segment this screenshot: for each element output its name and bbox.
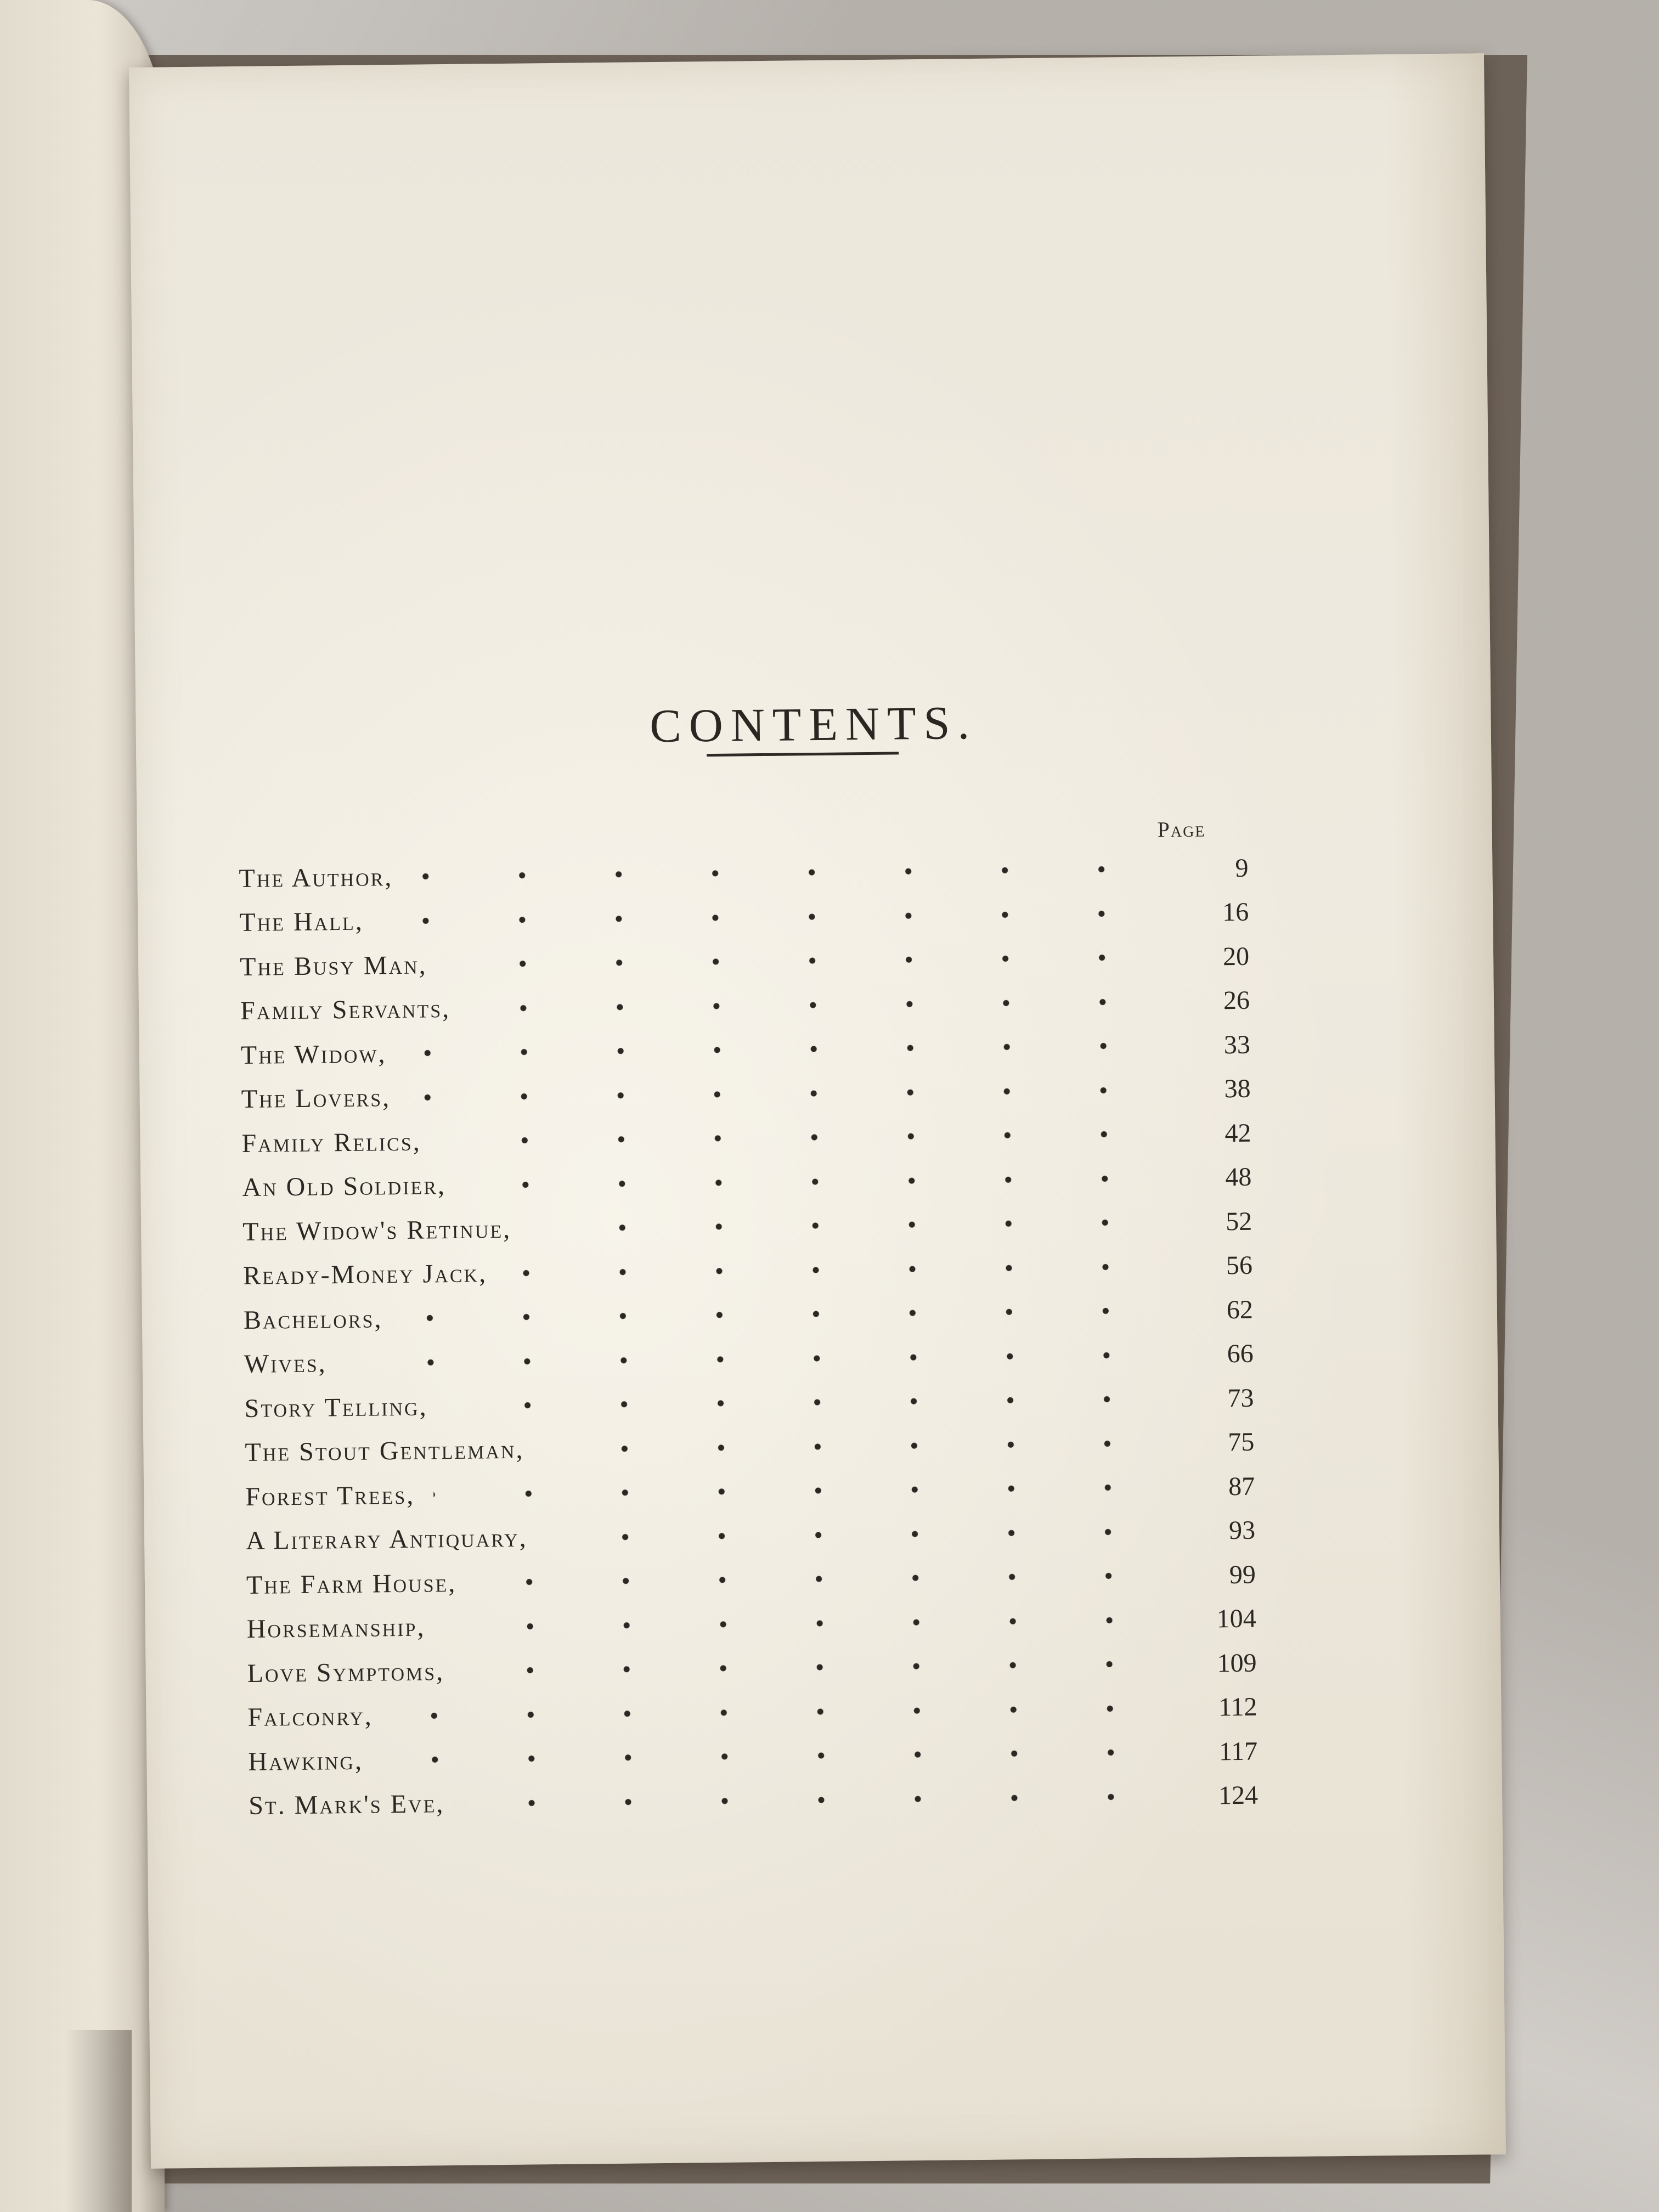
toc-entry-page-number: 75 [1228, 1427, 1255, 1457]
toc-entry-page-number: 48 [1225, 1162, 1252, 1192]
dot-leader [382, 1748, 1159, 1764]
toc-entry-page-number: 20 [1222, 941, 1250, 971]
dot-leader [433, 1483, 1156, 1499]
toc-entry-page-number: 62 [1226, 1295, 1254, 1324]
toc-entry-title: Bachelors, [243, 1304, 383, 1335]
dot-leader [405, 1042, 1151, 1057]
toc-entry-page-number: 93 [1228, 1515, 1256, 1545]
toc-entry-page-number: 26 [1223, 985, 1250, 1015]
dot-leader [543, 1439, 1155, 1453]
dot-leader [411, 865, 1149, 881]
toc-entry-page-number: 9 [1235, 853, 1249, 883]
toc-entry-title: Hawking, [248, 1746, 364, 1776]
book-page [129, 53, 1506, 2169]
toc-entry-page-number: 16 [1222, 897, 1249, 927]
toc-entry-title: Falconry, [247, 1701, 373, 1733]
dot-leader [465, 1174, 1153, 1189]
toc-entry-title: The Author, [239, 862, 393, 893]
toc-entry-title: Story Telling, [244, 1392, 428, 1423]
dot-leader [444, 1616, 1157, 1631]
toc-entry-title: Wives, [244, 1348, 327, 1379]
toc-entry-page-number: 104 [1216, 1604, 1257, 1634]
dot-leader [401, 1307, 1154, 1322]
dot-leader [530, 1218, 1153, 1233]
toc-entry-title: The Hall, [239, 906, 364, 938]
dot-leader [392, 1704, 1159, 1720]
dot-leader [382, 909, 1150, 925]
dot-leader [475, 1572, 1157, 1587]
toc-entry-page-number: 33 [1223, 1030, 1251, 1059]
dot-leader [463, 1792, 1159, 1807]
toc-entry-title: An Old Soldier, [242, 1171, 447, 1203]
dot-leader [446, 1395, 1155, 1410]
dot-leader [440, 1130, 1153, 1146]
dot-leader [506, 1262, 1154, 1277]
toc-entry-title: Horsemanship, [246, 1612, 426, 1644]
toc-entry-title: St. Mark's Eve, [248, 1789, 445, 1821]
toc-entry-title: Ready-Money Jack, [242, 1259, 488, 1291]
toc-entry-page-number: 117 [1218, 1736, 1258, 1767]
dot-leader [446, 953, 1151, 968]
page-title: CONTENTS. [649, 696, 978, 753]
table-of-contents [239, 846, 1258, 1828]
toc-entry-page-number: 99 [1229, 1560, 1256, 1589]
toc-entry-page-number: 124 [1218, 1780, 1259, 1810]
page-column-label: Page [1157, 816, 1206, 842]
toc-entry-title: The Stout Gentleman, [245, 1435, 524, 1468]
toc-entry-title: A Literary Antiquary, [245, 1523, 528, 1556]
toc-entry-title: The Lovers, [241, 1083, 391, 1114]
dot-leader [409, 1086, 1152, 1101]
toc-entry-page-number: 87 [1228, 1471, 1255, 1501]
toc-entry-title: The Busy Man, [239, 950, 427, 981]
toc-entry-title: Love Symptoms, [247, 1656, 445, 1688]
title-rule [707, 752, 899, 757]
dot-leader [546, 1527, 1157, 1542]
toc-entry-title: The Widow, [240, 1039, 387, 1070]
toc-entry-page-number: 42 [1224, 1118, 1251, 1148]
toc-entry-page-number: 52 [1225, 1206, 1252, 1236]
toc-entry-title: Family Relics, [241, 1127, 422, 1158]
toc-entry-title: The Farm House, [246, 1568, 457, 1600]
dot-leader [463, 1660, 1158, 1675]
toc-entry-page-number: 73 [1227, 1383, 1254, 1413]
toc-entry-title: Forest Trees, [245, 1480, 415, 1511]
dot-leader [469, 997, 1151, 1012]
toc-entry-page-number: 66 [1227, 1339, 1254, 1369]
toc-entry-page-number: 38 [1224, 1074, 1251, 1104]
dot-leader [346, 1351, 1155, 1367]
toc-entry-page-number: 112 [1218, 1692, 1257, 1722]
toc-entry-title: Family Servants, [240, 994, 451, 1026]
toc-entry-title: The Widow's Retinue, [242, 1214, 512, 1246]
page-shadow [66, 2030, 132, 2212]
toc-entry-page-number: 56 [1226, 1250, 1253, 1280]
toc-entry-page-number: 109 [1217, 1648, 1257, 1678]
